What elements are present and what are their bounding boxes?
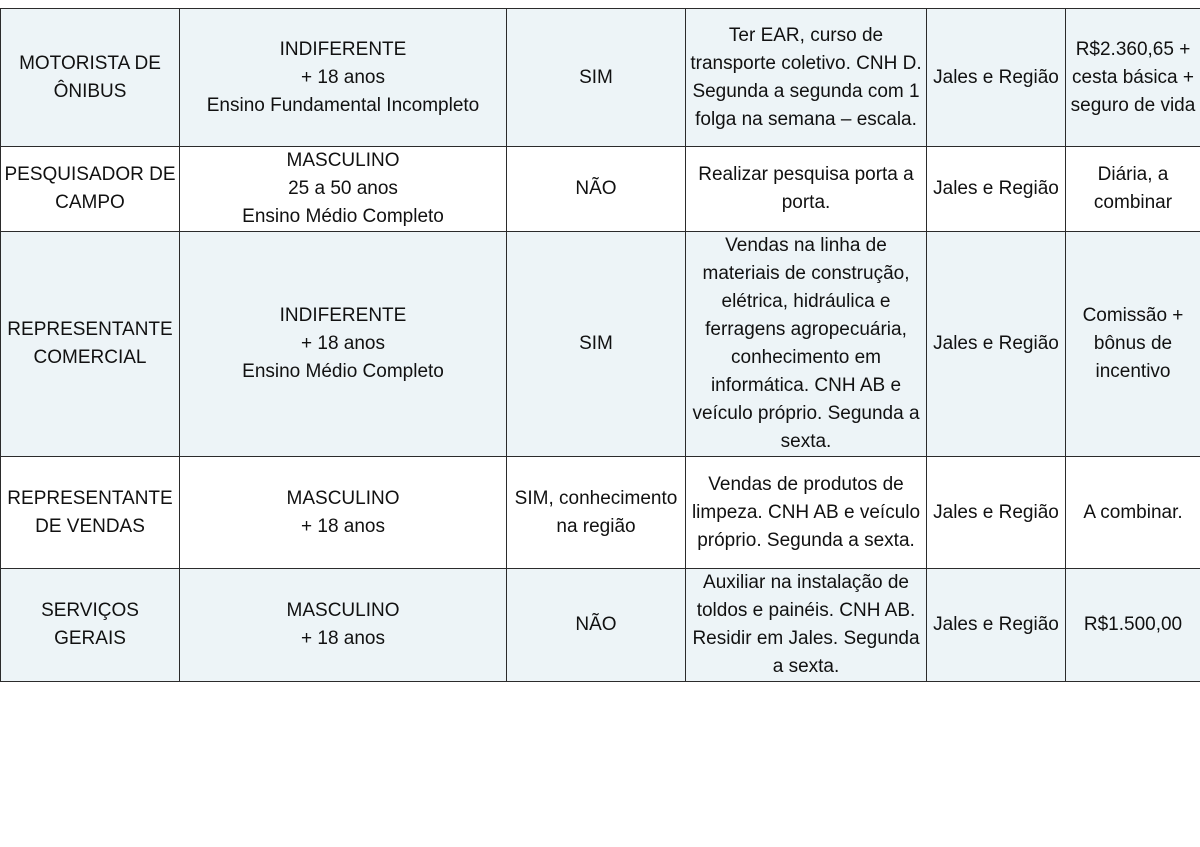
table-row xyxy=(1,232,1200,457)
requirements-cell: MASCULINO + 18 anos xyxy=(180,569,507,682)
experience-cell: SIM, conhecimento na região xyxy=(507,457,686,569)
table-row xyxy=(1,569,1200,682)
description-cell: Vendas de produtos de limpeza. CNH AB e veículo próprio. Segunda a sexta. xyxy=(686,457,927,569)
description-cell: Ter EAR, curso de transporte coletivo. CNH D. Segunda a segunda com 1 folga na semana – escala. xyxy=(686,9,927,147)
salary-cell: A combinar. xyxy=(1066,457,1200,569)
table-row xyxy=(1,457,1200,569)
location-cell: Jales e Região xyxy=(927,569,1066,682)
requirements-cell: MASCULINO 25 a 50 anos Ensino Médio Completo xyxy=(180,147,507,232)
description-cell: Vendas na linha de materiais de construção, elétrica, hidráulica e ferragens agropecuária, conhecimento em informática. CNH AB e veículo próprio. Segunda a sexta. xyxy=(686,232,927,457)
location-cell: Jales e Região xyxy=(927,232,1066,457)
salary-cell: Diária, a combinar xyxy=(1066,147,1200,232)
salary-cell: Comissão + bônus de incentivo xyxy=(1066,232,1200,457)
table-row xyxy=(1,9,1200,147)
salary-cell: R$2.360,65 + cesta básica + seguro de vida xyxy=(1066,9,1200,147)
requirements-cell: INDIFERENTE + 18 anos Ensino Médio Completo xyxy=(180,232,507,457)
description-cell: Auxiliar na instalação de toldos e painéis. CNH AB. Residir em Jales. Segunda a sexta. xyxy=(686,569,927,682)
document-page xyxy=(0,8,1200,682)
job-openings-table xyxy=(0,8,1200,682)
experience-cell: NÃO xyxy=(507,147,686,232)
job-title-cell: SERVIÇOS GERAIS xyxy=(1,569,180,682)
location-cell: Jales e Região xyxy=(927,147,1066,232)
requirements-cell: INDIFERENTE + 18 anos Ensino Fundamental Incompleto xyxy=(180,9,507,147)
location-cell: Jales e Região xyxy=(927,9,1066,147)
job-title-cell: MOTORISTA DE ÔNIBUS xyxy=(1,9,180,147)
experience-cell: NÃO xyxy=(507,569,686,682)
salary-cell: R$1.500,00 xyxy=(1066,569,1200,682)
location-cell: Jales e Região xyxy=(927,457,1066,569)
job-title-cell: PESQUISADOR DE CAMPO xyxy=(1,147,180,232)
requirements-cell: MASCULINO + 18 anos xyxy=(180,457,507,569)
description-cell: Realizar pesquisa porta a porta. xyxy=(686,147,927,232)
experience-cell: SIM xyxy=(507,9,686,147)
job-title-cell: REPRESENTANTE DE VENDAS xyxy=(1,457,180,569)
job-title-cell: REPRESENTANTE COMERCIAL xyxy=(1,232,180,457)
experience-cell: SIM xyxy=(507,232,686,457)
table-row xyxy=(1,147,1200,232)
